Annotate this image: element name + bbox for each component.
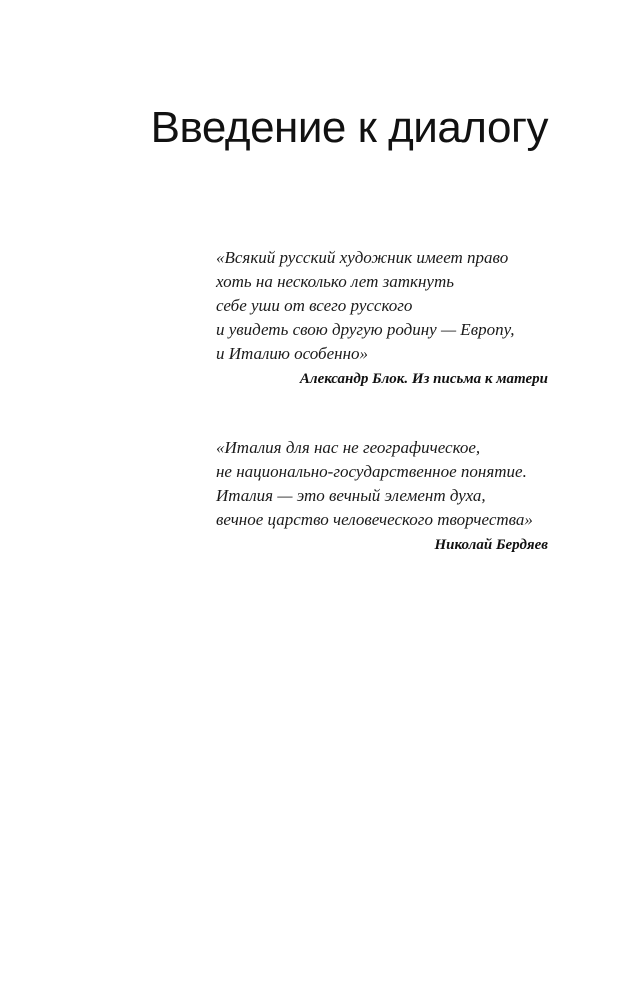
quote-line: себе уши от всего русского	[216, 296, 413, 315]
epigraph-berdyaev	[216, 436, 548, 556]
epigraph-attribution: Александр Блок. Из письма к матери	[299, 371, 548, 387]
epigraph-blok	[216, 246, 548, 390]
quote-line: хоть на несколько лет заткнуть	[216, 272, 454, 291]
quote-line: и Италию особенно»	[216, 344, 369, 363]
chapter-title: Введение к диалогу	[150, 103, 548, 152]
quote-line: «Всякий русский художник имеет право	[216, 248, 509, 267]
epigraph-quote	[216, 246, 548, 366]
epigraph-quote	[216, 436, 548, 532]
quote-line: не национально-государственное понятие.	[216, 462, 527, 481]
quote-line: вечное царство человеческого творчества»	[216, 510, 533, 529]
quote-line: и увидеть свою другую родину — Европу,	[216, 320, 515, 339]
quote-line: «Италия для нас не географическое,	[216, 438, 481, 457]
epigraph-attribution: Николай Бердяев	[434, 537, 548, 553]
quote-line: Италия — это вечный элемент духа,	[216, 486, 486, 505]
